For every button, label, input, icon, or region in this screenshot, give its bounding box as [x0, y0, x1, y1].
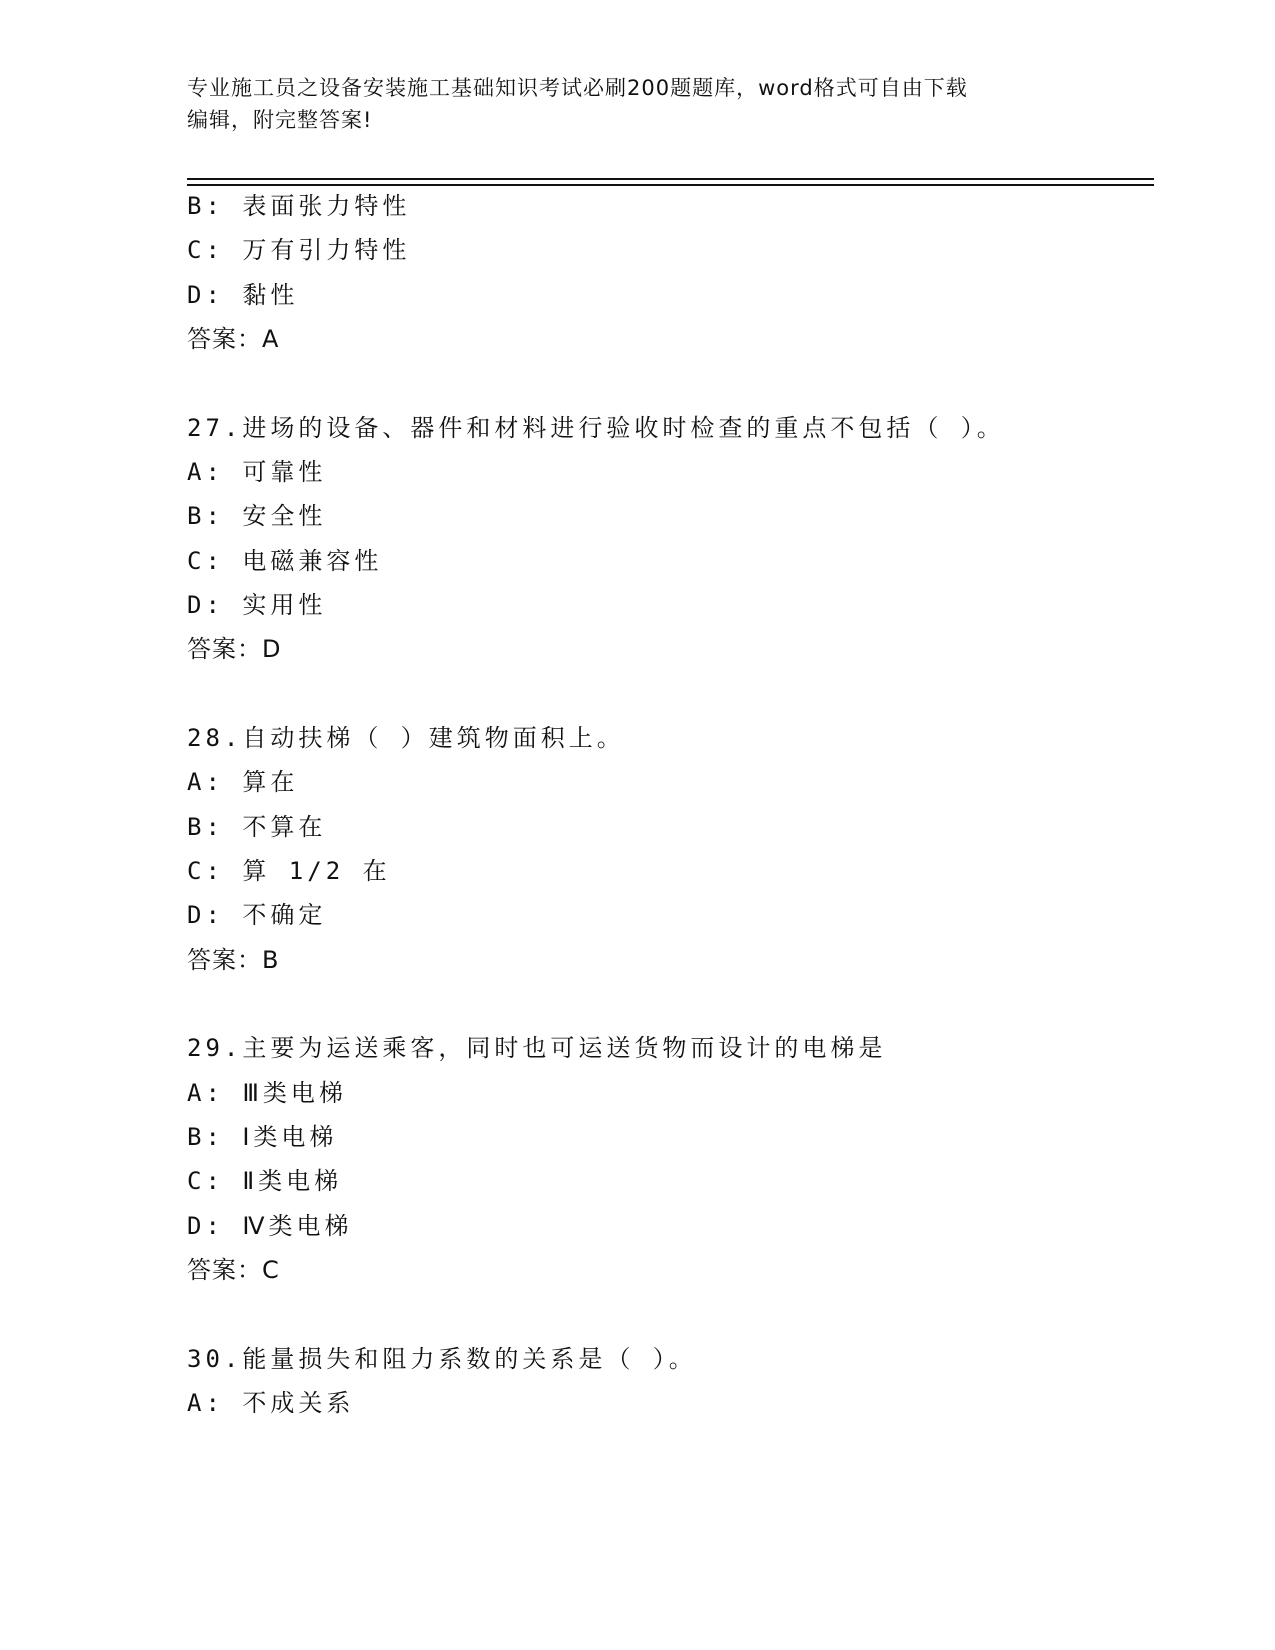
- q28-option-c: C: 算 1/2 在: [187, 857, 391, 885]
- q28-option-d: D: 不确定: [187, 901, 327, 929]
- q26-option-b: B: 表面张力特性: [187, 192, 411, 220]
- header-title-line-2: 编辑，附完整答案!: [187, 108, 373, 132]
- q26-option-d: D: 黏性: [187, 281, 299, 309]
- q28-option-b: B: 不算在: [187, 813, 327, 841]
- q26-answer: 答案：A: [187, 325, 280, 353]
- q27-option-a: A: 可靠性: [187, 458, 327, 486]
- q27-option-d: D: 实用性: [187, 591, 327, 619]
- header-divider-top: [187, 178, 1154, 180]
- q28-option-a: A: 算在: [187, 768, 299, 796]
- q27-answer: 答案：D: [187, 635, 282, 663]
- q28-answer: 答案：B: [187, 946, 280, 974]
- q27-question: 27.进场的设备、器件和材料进行验收时检查的重点不包括（ ）。: [187, 414, 1005, 442]
- q29-option-c: C: Ⅱ类电梯: [187, 1167, 343, 1195]
- document-header: [187, 72, 1087, 136]
- q27-option-b: B: 安全性: [187, 502, 327, 530]
- header-title-line-1: 专业施工员之设备安装施工基础知识考试必刷200题题库，word格式可自由下载: [187, 76, 968, 100]
- q30-option-a: A: 不成关系: [187, 1389, 355, 1417]
- q29-question: 29.主要为运送乘客，同时也可运送货物而设计的电梯是: [187, 1034, 887, 1062]
- q28-question: 28.自动扶梯（ ）建筑物面积上。: [187, 724, 625, 752]
- q30-question: 30.能量损失和阻力系数的关系是（ ）。: [187, 1345, 697, 1373]
- q26-option-c: C: 万有引力特性: [187, 236, 411, 264]
- q29-option-b: B: Ⅰ类电梯: [187, 1123, 338, 1151]
- q29-option-a: A: Ⅲ类电梯: [187, 1079, 347, 1107]
- q27-option-c: C: 电磁兼容性: [187, 547, 383, 575]
- q29-option-d: D: Ⅳ类电梯: [187, 1212, 353, 1240]
- header-divider-bottom: [187, 184, 1154, 186]
- q29-answer: 答案：C: [187, 1256, 280, 1284]
